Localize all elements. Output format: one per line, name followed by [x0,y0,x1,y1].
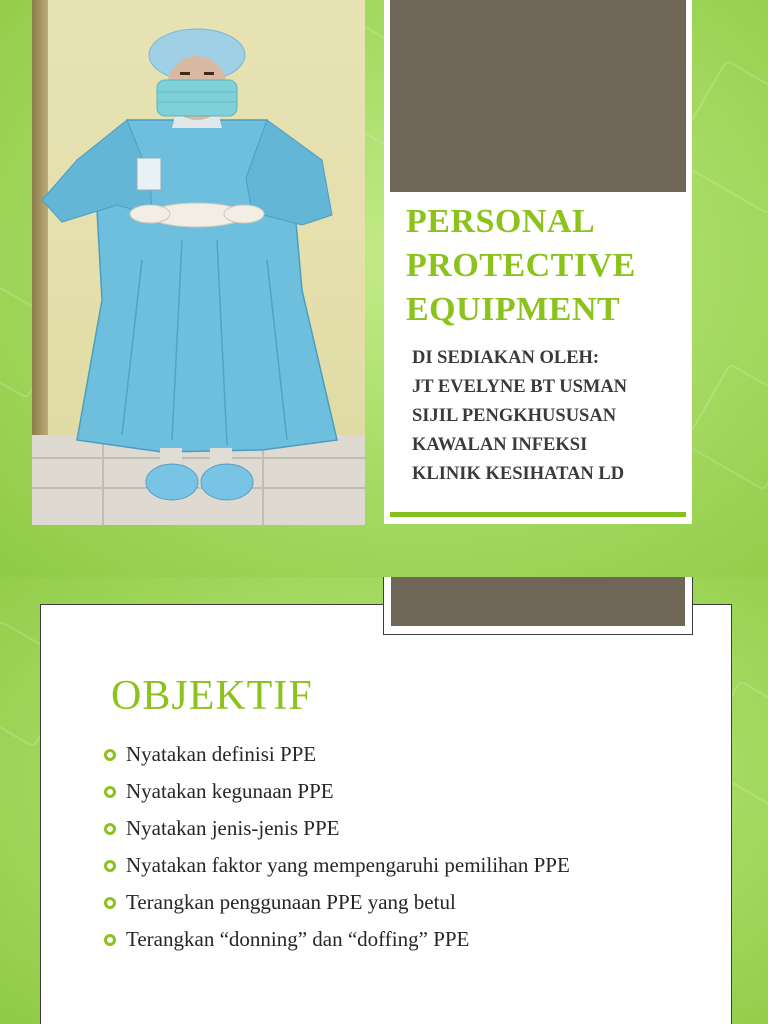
list-item [104,739,664,770]
subtitle-line: DI SEDIAKAN OLEH: [412,348,600,368]
subtitle-line: KLINIK KESIHATAN LD [412,464,625,484]
list-item-text: Terangkan penggunaan PPE yang betul [126,890,456,914]
subtitle-line: KAWALAN INFEKSI [412,435,588,455]
list-item-text: Nyatakan kegunaan PPE [126,779,334,803]
subtitle-line: SIJIL PENGKHUSUSAN [412,406,617,426]
title-line: PROTECTIVE [406,247,636,284]
title-line: PERSONAL [406,203,596,240]
list-item-text: Nyatakan jenis-jenis PPE [126,816,340,840]
list-item [104,887,664,918]
title-underline [390,512,686,517]
bullet-icon [104,860,116,872]
subtitle-line: JT EVELYNE BT USMAN [412,377,628,397]
title-accent-block [390,0,686,192]
slide-subtitle [412,344,682,489]
bullet-icon [104,823,116,835]
list-item-text: Terangkan “donning” dan “doffing” PPE [126,927,470,951]
person-in-gown-figure [32,0,365,525]
list-item [104,813,664,844]
objectives-heading: OBJEKTIF [111,673,313,719]
bullet-icon [104,897,116,909]
slide-title [406,200,676,332]
list-item [104,776,664,807]
list-item [104,924,664,955]
list-item [104,850,664,881]
ppe-photo [32,0,365,525]
bullet-icon [104,934,116,946]
bullet-icon [104,749,116,761]
header-accent-block [391,577,685,626]
objectives-slide [0,577,768,1024]
list-item-text: Nyatakan definisi PPE [126,742,317,766]
list-item-text: Nyatakan faktor yang mempengaruhi pemilihan PPE [126,853,570,877]
objectives-list [104,739,664,961]
title-line: EQUIPMENT [406,291,621,328]
background-hexagon [683,363,768,491]
bullet-icon [104,786,116,798]
